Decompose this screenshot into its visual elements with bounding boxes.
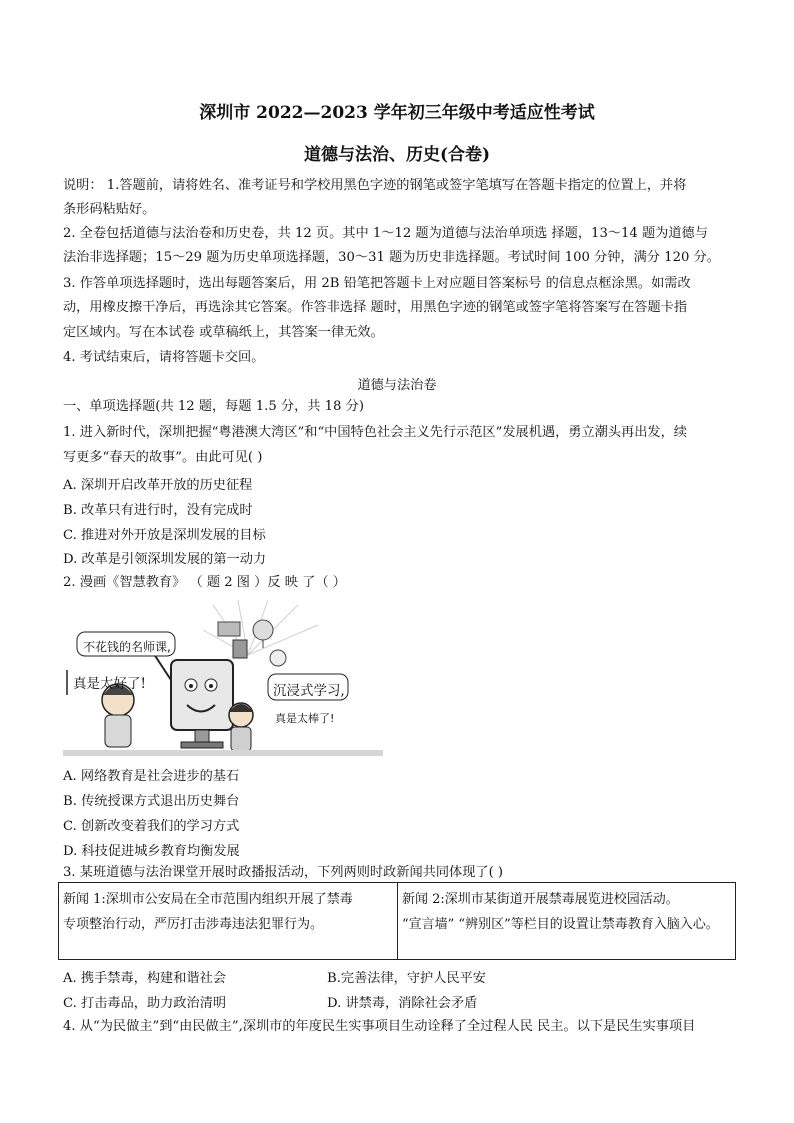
news-cell-2 xyxy=(397,883,735,959)
option: D. 改革是引领深圳发展的第一动力 xyxy=(63,552,267,567)
news-cell-1 xyxy=(59,883,397,959)
exam-title: 深圳市 2022—2023 学年初三年级中考适应性考试 xyxy=(199,103,595,123)
instruction-line: 说明： 1.答题前，请将姓名、准考证号和学校用黑色字迹的钢笔或签字笔填写在答题卡指定的位置上，并将 xyxy=(63,178,687,193)
question-1-stem: 1. 进入新时代，深圳把握“粤港澳大湾区”和“中国特色社会主义先行示范区”发展机遇，勇立潮头再出发，续 xyxy=(63,425,687,440)
option: C. 打击毒品，助力政治清明 xyxy=(63,996,227,1011)
option: B. 传统授课方式退出历史舞台 xyxy=(63,794,240,809)
instruction-line: 3. 作答单项选择题时，选出每题答案后，用 2B 铅笔把答题卡上对应题目答案标号 的信息点框涂黑。如需改 xyxy=(63,276,691,291)
bubble-text: 真是太好了! xyxy=(73,676,146,692)
instruction-line: 动，用橡皮擦干净后，再选涂其它答案。作答非选择 题时，用黑色字迹的钢笔或签字笔将答案写在答题卡指 xyxy=(63,300,688,315)
part-heading: 一、单项选择题(共 12 题，每题 1.5 分，共 18 分) xyxy=(63,399,364,414)
bubble-text: 真是太棒了! xyxy=(275,712,335,725)
instruction-line: 条形码粘贴好。 xyxy=(63,202,156,217)
instruction-line: 4. 考试结束后，请将答题卡交回。 xyxy=(63,350,265,365)
exam-subtitle: 道德与法治、历史(合卷) xyxy=(303,145,491,165)
news-table xyxy=(58,882,736,960)
option: C. 推进对外开放是深圳发展的目标 xyxy=(63,528,266,543)
bubble-text: 不花钱的名师课, xyxy=(83,640,171,654)
instruction-line: 法治非选择题；15～29 题为历史单项选择题，30～31 题为历史非选择题。考试时间 100 分钟，满分 120 分。 xyxy=(63,250,720,265)
option: D. 讲禁毒，消除社会矛盾 xyxy=(327,996,478,1011)
news-text: 新闻 1:深圳市公安局在全市范围内组织开展了禁毒 xyxy=(63,892,353,907)
option: B. 改革只有进行时，没有完成时 xyxy=(63,503,253,518)
instruction-line: 定区域内。写在本试卷 或草稿纸上，其答案一律无效。 xyxy=(63,325,384,340)
option: C. 创新改变着我们的学习方式 xyxy=(63,819,240,834)
instruction-line: 2. 全卷包括道德与法治卷和历史卷，共 12 页。其中 1～12 题为道德与法治单项选 择题，13～14 题为道德与 xyxy=(63,226,708,241)
option: D. 科技促进城乡教育均衡发展 xyxy=(63,844,240,859)
option: A. 携手禁毒，构建和谐社会 xyxy=(63,971,226,986)
bubble-text: 沉浸式学习, xyxy=(273,683,345,699)
news-text: 专项整治行动，严厉打击涉毒违法犯罪行为。 xyxy=(63,917,324,932)
option: A. 深圳开启改革开放的历史征程 xyxy=(63,478,253,493)
cartoon-smart-education xyxy=(63,600,383,758)
question-2-stem: 2. 漫画《智慧教育》 （ 题 2 图 ）反 映 了（ ） xyxy=(63,575,346,590)
question-4-stem: 4. 从“为民做主”到“由民做主”,深圳市的年度民生实事项目生动诠释了全过程人民 民主。以下是民生实事项目 xyxy=(63,1019,696,1034)
question-1-stem: 写更多“春天的故事”。由此可见( ) xyxy=(63,450,263,465)
section-title: 道德与法治卷 xyxy=(357,378,437,393)
news-text: “宣言墙” “辨别区”等栏目的设置让禁毒教育入脑入心。 xyxy=(402,917,719,932)
option: A. 网络教育是社会进步的基石 xyxy=(63,769,240,784)
news-text: 新闻 2:深圳市某街道开展禁毒展览进校园活动。 xyxy=(402,892,679,907)
option: B.完善法律，守护人民平安 xyxy=(327,971,486,986)
question-3-stem: 3. 某班道德与法治课堂开展时政播报活动，下列两则时政新闻共同体现了( ) xyxy=(63,865,504,880)
